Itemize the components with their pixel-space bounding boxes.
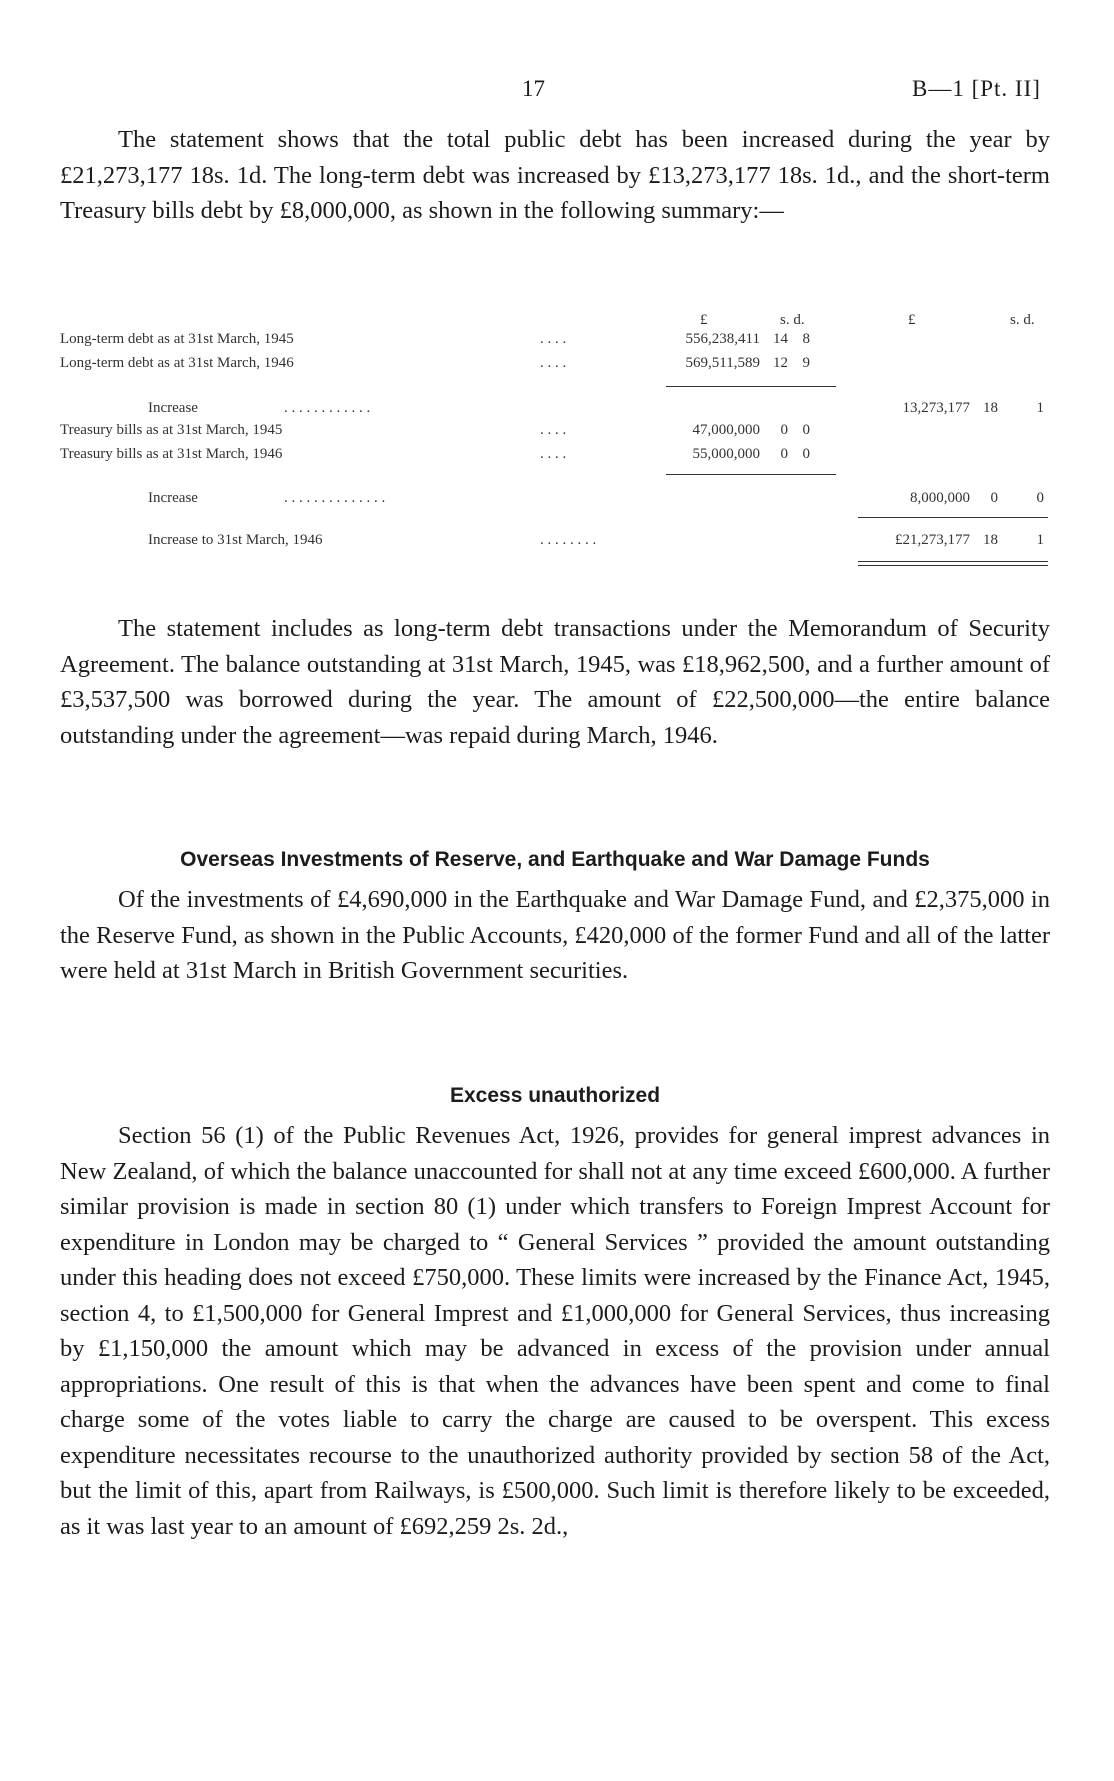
row-label: Treasury bills as at 31st March, 1945 (60, 422, 283, 438)
row-dots: . . . . (540, 446, 567, 462)
row-dots: . . . . . . . . (540, 532, 597, 548)
row-dots: . . . . (540, 331, 567, 347)
col-head-pound-2: £ (908, 312, 916, 328)
subtotal-rule (666, 474, 836, 475)
row-total: 8,000,000 (910, 490, 970, 506)
col-head-sd-2: s. d. (1010, 312, 1035, 328)
row-label: Increase (148, 400, 198, 416)
row-pence: 0 (802, 422, 810, 438)
row-label: Increase to 31st March, 1946 (148, 532, 323, 548)
row-shillings: 0 (780, 446, 788, 462)
row-amount: 556,238,411 (685, 331, 760, 347)
double-rule-top (858, 561, 1048, 562)
row-total-pence: 1 (1036, 400, 1044, 416)
row-pence: 9 (802, 355, 810, 371)
intro-paragraph: The statement shows that the total public debt has been increased during the year by £21,273,177 18s. 1d. The long-term debt was increased by £13,273,177 18s. 1d., and the short-term Treasury bills debt by £8,000,000, as shown in the following summary:— (60, 126, 1050, 224)
row-shillings: 14 (773, 331, 788, 347)
row-label: Treasury bills as at 31st March, 1946 (60, 446, 283, 462)
row-total: 13,273,177 (902, 400, 970, 416)
debt-summary-table (0, 0, 1114, 600)
row-dots: . . . . . . . . . . . . (284, 400, 371, 416)
security-agreement-paragraph: The statement includes as long-term debt transactions under the Memorandum of Security Agreement. The balance outstanding at 31st March, 1945, was £18,962,500, and a further amount of £3,537,500 was borrowed during the year. The amount of £22,500,000—the entire balance outstanding under the agreement—was repaid during March, 1946. (60, 615, 1050, 749)
row-pence: 8 (802, 331, 810, 347)
row-total-pence: 1 (1036, 532, 1044, 548)
section-heading-overseas-investments: Overseas Investments of Reserve, and Earthquake and War Damage Funds (180, 848, 930, 871)
row-dots: . . . . (540, 355, 567, 371)
page-number: 17 (522, 76, 545, 101)
row-total-shillings: 18 (983, 400, 998, 416)
total-rule (858, 517, 1048, 518)
row-total-shillings: 0 (990, 490, 998, 506)
row-label: Long-term debt as at 31st March, 1946 (60, 355, 294, 371)
row-amount: 47,000,000 (692, 422, 760, 438)
double-rule-bottom (858, 565, 1048, 566)
row-label: Long-term debt as at 31st March, 1945 (60, 331, 294, 347)
row-shillings: 12 (773, 355, 788, 371)
row-label: Increase (148, 490, 198, 506)
row-amount: 55,000,000 (692, 446, 760, 462)
row-total-shillings: 18 (983, 532, 998, 548)
document-reference: B—1 [Pt. II] (912, 76, 1041, 101)
overseas-investments-paragraph: Of the investments of £4,690,000 in the Earthquake and War Damage Fund, and £2,375,000 in the Reserve Fund, as shown in the Public Accounts, £420,000 of the former Fund and all of the latter were held at 31st March in British Government securities. (60, 886, 1050, 984)
excess-unauthorized-paragraph: Section 56 (1) of the Public Revenues Act, 1926, provides for general imprest advances in New Zealand, of which the balance unaccounted for shall not at any time exceed £600,000. A further similar provision is made in section 80 (1) under which transfers to Foreign Imprest Account for expenditure in London may be charged to “ General Services ” provided the amount outstanding under this heading does not exceed £750,000. These limits were increased by the Finance Act, 1945, section 4, to £1,500,000 for General Imprest and £1,000,000 for General Services, thus increasing by £1,150,000 the amount which may be advanced in excess of the provision under annual appropriations. One result of this is that when the advances have been spent and come to final charge some of the votes liable to carry the charge are caused to be overspent. This excess expenditure necessitates recourse to the unauthorized authority provided by section 58 of the Act, but the limit of this, apart from Railways, is £500,000. Such limit is therefore likely to be exceeded, as it was last year to an amount of £692,259 2s. 2d., (60, 1122, 1050, 1540)
row-dots: . . . . . . . . . . . . . . (284, 490, 386, 506)
subtotal-rule (666, 386, 836, 387)
section-heading-excess-unauthorized: Excess unauthorized (449, 1084, 661, 1107)
row-amount: 569,511,589 (685, 355, 760, 371)
row-pence: 0 (802, 446, 810, 462)
col-head-pound-1: £ (700, 312, 708, 328)
row-dots: . . . . (540, 422, 567, 438)
row-shillings: 0 (780, 422, 788, 438)
row-total-pence: 0 (1036, 490, 1044, 506)
row-total: £21,273,177 (895, 532, 970, 548)
col-head-sd-1: s. d. (780, 312, 805, 328)
